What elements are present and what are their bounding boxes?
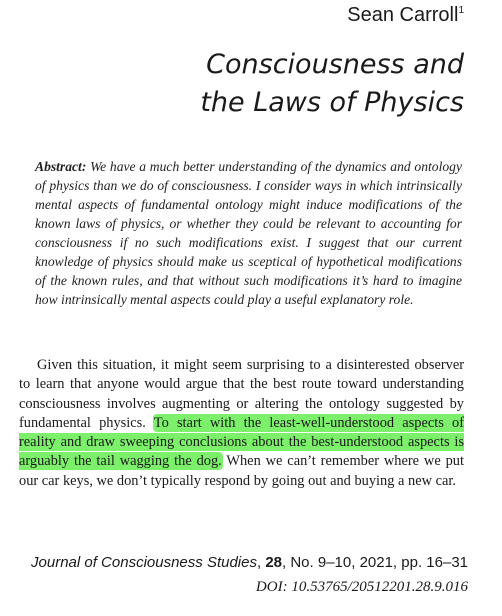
author-name-text: Sean Carroll (347, 4, 459, 26)
citation-separator: , (256, 554, 266, 571)
author-name (347, 4, 464, 27)
journal-name: Journal of Consciousness Studies (31, 554, 257, 571)
journal-issue-pages: , No. 9–10, 2021, pp. 16–31 (282, 554, 468, 571)
journal-citation (31, 554, 468, 571)
title-line-1: Consciousness and (206, 49, 464, 80)
body-text-after-highlight: When we can’t remember where we put our car keys, we don’t typically respond by going out and buying a new car. (19, 453, 464, 489)
journal-volume: 28 (265, 554, 283, 571)
body-paragraph (19, 356, 464, 491)
body-text-before-highlight: Given this situation, it might seem surprising to a disinterested observer to learn that anyone would argue that the best route toward understanding consciousness involves augmenting or altering the ontology suggested by fundamental physics. (19, 357, 464, 431)
abstract-text: We have a much better understanding of the dynamics and ontology of physics than we do of consciousness. I consider ways in which intrinsically mental aspects of fundamental ontology might induce modifications of the known laws of physics, or whether they could be relevant to accounting for consciousness if no such modifications exist. I suggest that our current knowledge of physics should make us sceptical of hypothetical modifications of the known rules, and that without such modifications it’s hard to imagine how intrinsically mental aspects could play a useful explanatory role. (35, 159, 462, 307)
article-title (164, 46, 464, 122)
highlighted-passage: To start with the least-well-understood aspects of reality and draw sweeping conclusions about the best-understood aspects is arguably the tail wagging the dog. (19, 414, 464, 470)
author-footnote-marker[interactable]: 1 (458, 5, 464, 16)
title-line-2: the Laws of Physics (200, 87, 464, 118)
doi-link[interactable]: DOI: 10.53765/20512201.28.9.016 (255, 579, 468, 595)
abstract-label: Abstract: (35, 159, 87, 174)
abstract (35, 157, 462, 309)
